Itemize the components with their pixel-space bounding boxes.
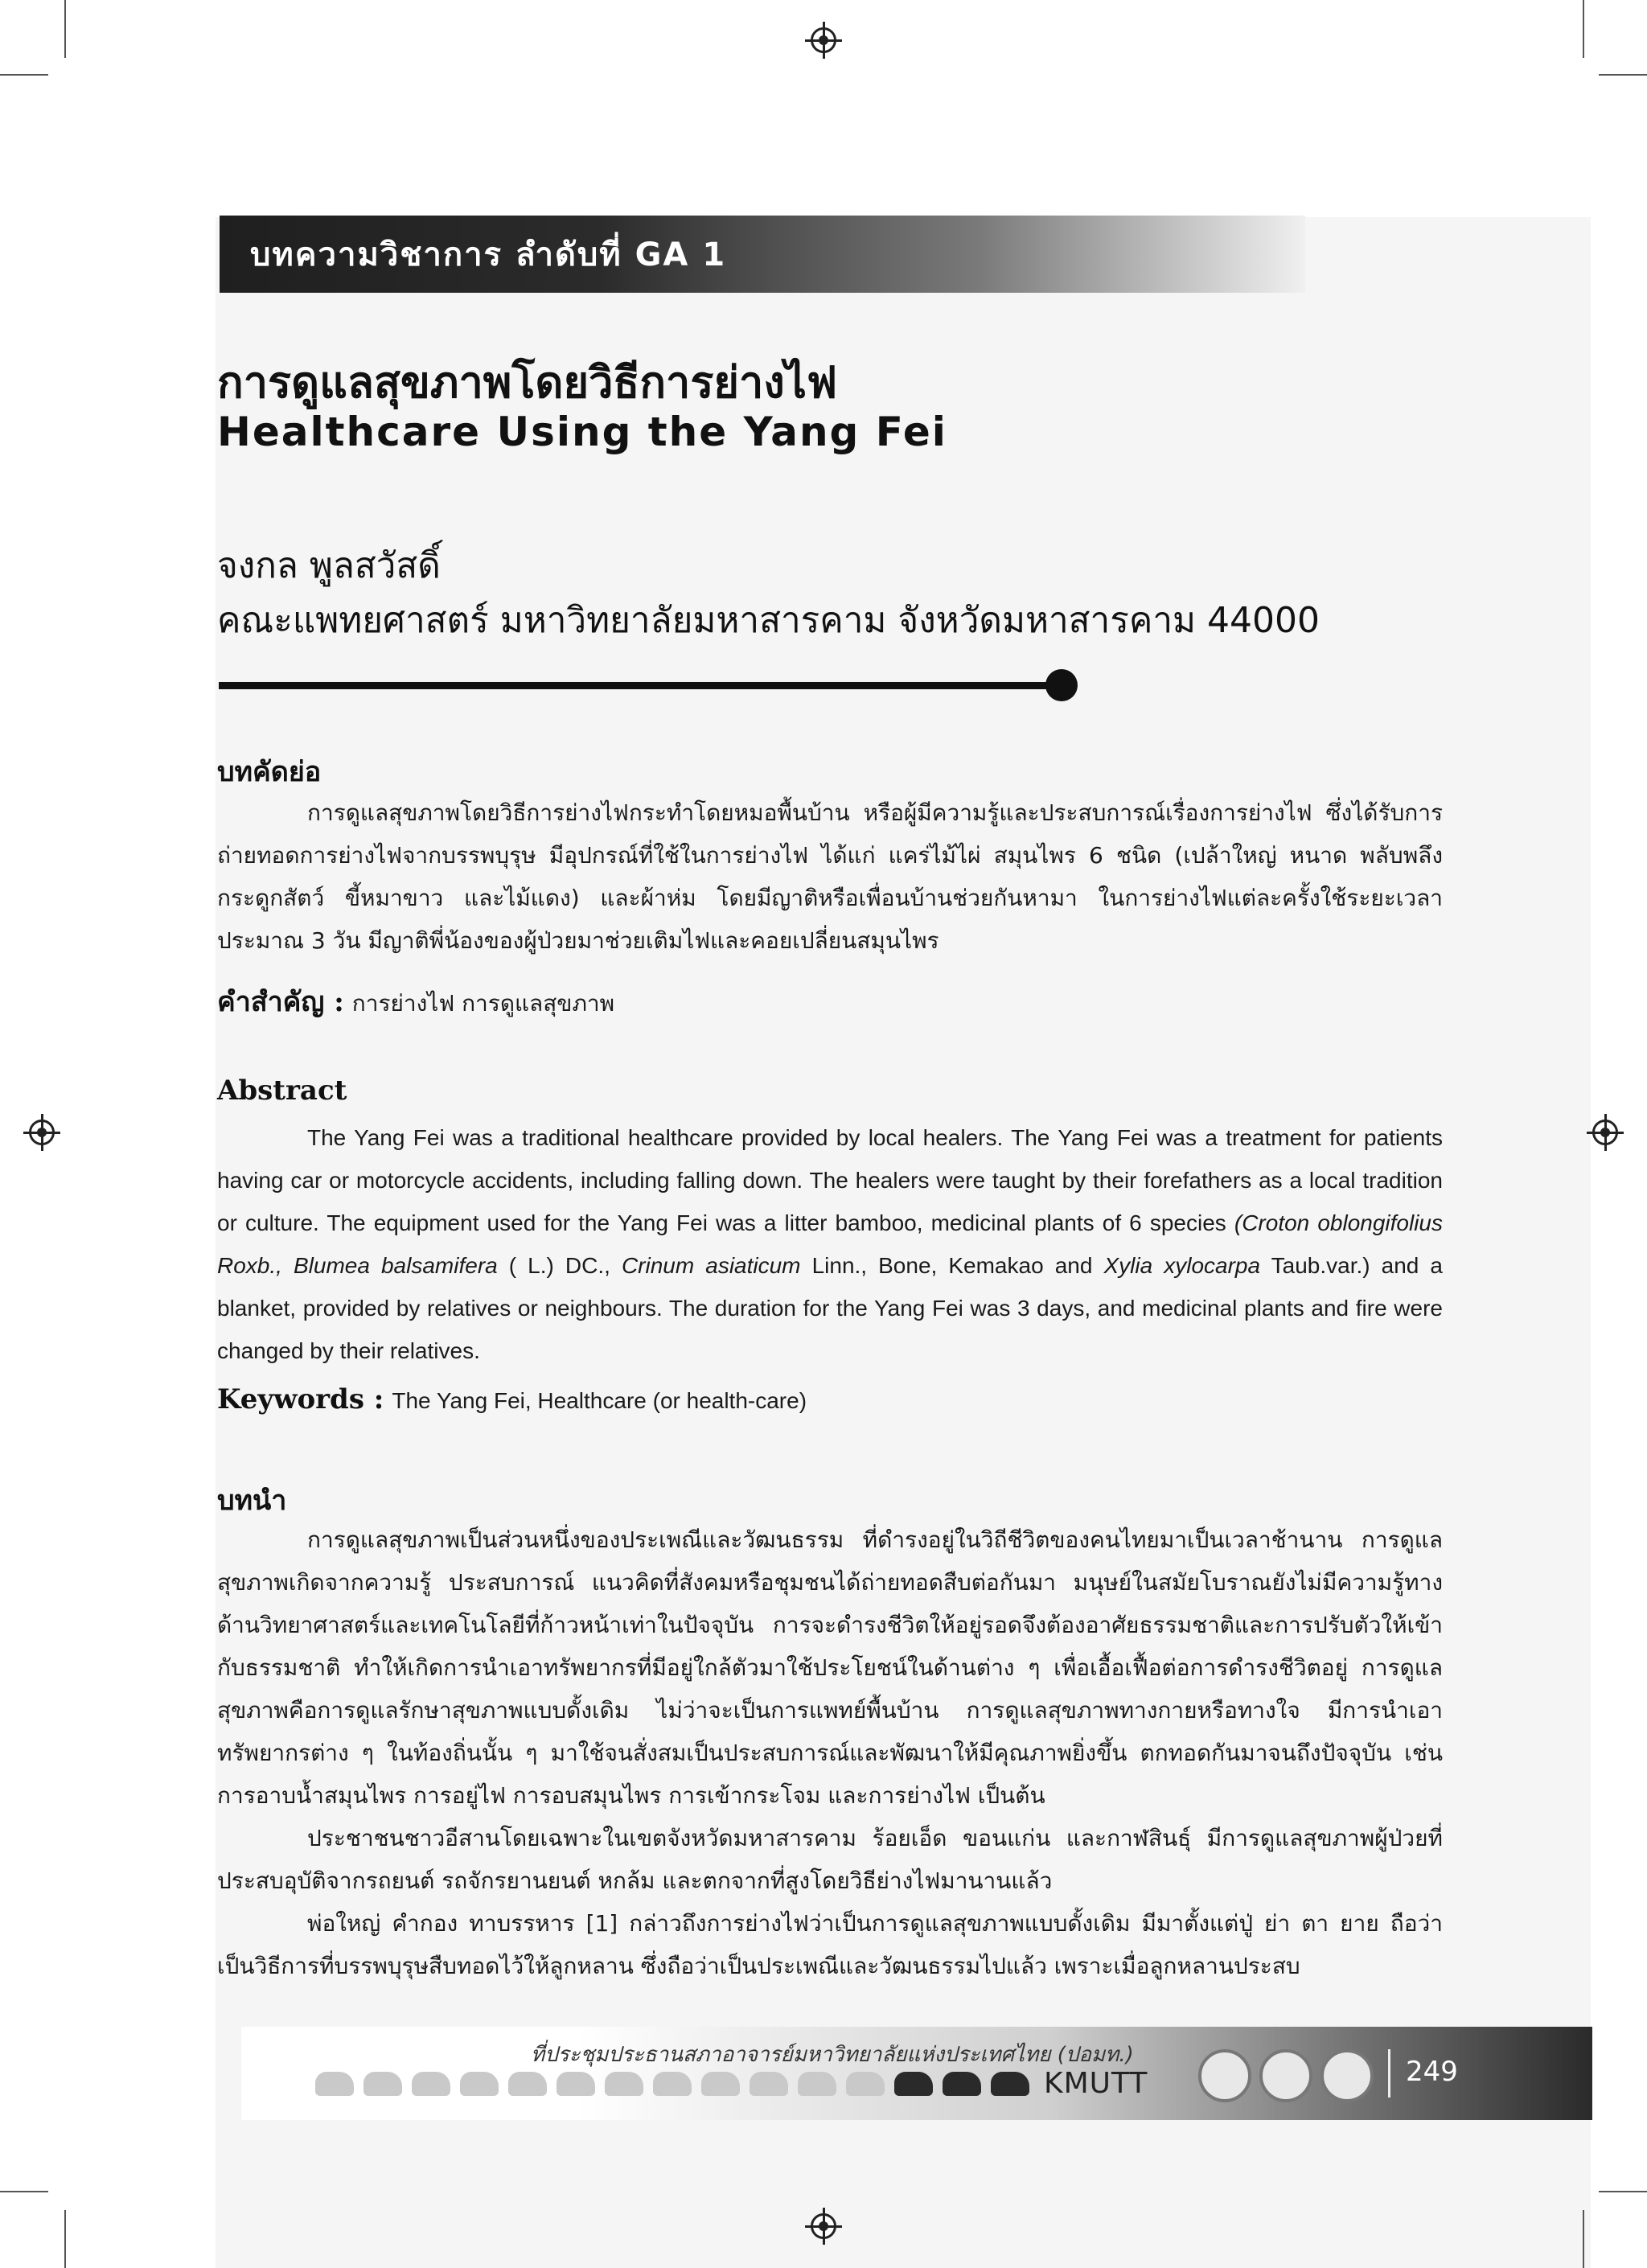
elephant-icon [846,2072,885,2096]
crop-mark [1583,0,1584,58]
english-keywords [217,1383,807,1415]
english-abstract-body [217,1116,1443,1372]
crop-mark [64,0,66,58]
introduction-paragraph-3 [217,1902,1443,1987]
elephant-icon [412,2072,450,2096]
divider-dot [1045,669,1078,701]
elephant-icon [605,2072,643,2096]
english-keywords-values: The Yang Fei, Healthcare (or health-care) [392,1388,807,1413]
elephant-icon [701,2072,740,2096]
species-name-1: (Croton oblongifolius Roxb., Blumea balsamifera [217,1210,1443,1278]
author-affiliation: คณะแพทยศาสตร์ มหาวิทยาลัยมหาสารคาม จังหวัดมหาสารคาม 44000 [217,600,1320,641]
introduction-paragraph-2 [217,1817,1443,1902]
elephant-icon [363,2072,402,2096]
registration-mark-icon [1592,1120,1618,1145]
introduction-paragraph-1 [217,1518,1443,1817]
crop-mark [0,2191,48,2192]
author-name: จงกล พูลสวัสดิ์ [217,545,441,586]
elephant-icon [557,2072,595,2096]
article-category-label: บทความวิชาการ ลำดับที่ GA 1 [250,236,727,273]
title-thai: การดูแลสุขภาพโดยวิธีการย่างไฟ [217,357,838,408]
host-university: KMUTT [1044,2067,1148,2100]
title-english: Healthcare Using the Yang Fei [217,409,947,455]
english-abstract-text-4: Taub.var.) and a blanket, provided by relatives or neighbours. The duration for the Yang Fei was 3 days, and medicinal plants and fire were changed by their relatives. [217,1253,1443,1363]
elephant-icon [943,2072,981,2096]
thai-abstract-heading: บทคัดย่อ [217,756,322,788]
elephant-icon [750,2072,788,2096]
english-abstract-text-2: ( L.) DC., [497,1253,622,1278]
thai-keywords-label: คำสำคัญ : [217,986,344,1018]
thai-abstract-body [217,791,1443,962]
species-name-2: Crinum asiaticum [621,1253,801,1278]
page-number: 249 [1406,2056,1458,2088]
divider-line [219,682,1063,689]
introduction-heading: บทนำ [217,1485,287,1517]
thai-keywords [217,980,614,1023]
crop-mark [0,74,48,76]
university-logo-icon [1198,2049,1251,2102]
crop-mark [1583,2210,1584,2268]
english-abstract-text-3: Linn., Bone, Kemakao and [800,1253,1104,1278]
crop-mark [1599,2191,1647,2192]
elephant-icon [653,2072,692,2096]
seal-logo-icon [1259,2049,1312,2102]
conference-name: ที่ประชุมประธานสภาอาจารย์มหาวิทยาลัยแห่งประเทศไทย (ปอมท.) [531,2043,1134,2067]
emblem-logo-icon [1320,2049,1374,2102]
crop-mark [64,2210,66,2268]
elephant-icon [315,2072,354,2096]
introduction-text-2: ประชาชนชาวอีสานโดยเฉพาะในเขตจังหวัดมหาสารคาม ร้อยเอ็ด ขอนแก่น และกาฬสินธุ์ มีการดูแลสุขภาพผู้ป่วยที่ประสบอุบัติจากรถยนต์ รถจักรยานยนต์ หกล้ม และตกจากที่สูงโดยวิธีย่างไฟมานานแล้ว [217,1825,1443,1894]
elephant-icon [798,2072,836,2096]
registration-mark-icon [811,27,836,53]
introduction-text-3: พ่อใหญ่ คำกอง ทาบรรหาร [1] กล่าวถึงการย่างไฟว่าเป็นการดูแลสุขภาพแบบดั้งเดิม มีมาตั้งแต่ปู่ ย่า ตา ยาย ถือว่าเป็นวิธีการที่บรรพบุรุษสืบทอดไว้ให้ลูกหลาน ซึ่งถือว่าเป็นประเพณีและวัฒนธรรมไปแล้ว เพราะเมื่อลูกหลานประสบ [217,1910,1443,1979]
elephant-icon [460,2072,499,2096]
english-abstract-heading: Abstract [217,1074,347,1107]
registration-mark-icon [811,2213,836,2239]
english-abstract-text-1: The Yang Fei was a traditional healthcare provided by local healers. The Yang Fei was a treatment for patients having car or motorcycle accidents, including falling down. The healers were taught by their forefathers as a local tradition or culture. The equipment used for the Yang Fei was a litter bamboo, medicinal plants of 6 species [217,1125,1443,1235]
elephant-icon [894,2072,933,2096]
thai-keywords-values: การย่างไฟ การดูแลสุขภาพ [351,990,615,1017]
registration-mark-icon [29,1120,55,1145]
species-name-3: Xylia xylocarpa [1103,1253,1261,1278]
elephant-icon [991,2072,1029,2096]
article-category-banner [220,216,1305,293]
page-number-separator [1388,2049,1390,2097]
elephant-icon [508,2072,547,2096]
elephant-pattern [315,2072,1029,2096]
crop-mark [1599,74,1647,76]
english-keywords-label: Keywords : [217,1383,384,1415]
introduction-text-1: การดูแลสุขภาพเป็นส่วนหนึ่งของประเพณีและวัฒนธรรม ที่ดำรงอยู่ในวิถีชีวิตของคนไทยมาเป็นเวลาช้านาน การดูแลสุขภาพเกิดจากความรู้ ประสบการณ์ แนวคิดที่สังคมหรือชุมชนได้ถ่ายทอดสืบต่อกันมา มนุษย์ในสมัยโบราณยังไม่มีความรู้ทางด้านวิทยาศาสตร์และเทคโนโลยีที่ก้าวหน้าเท่าในปัจจุบัน การจะดำรงชีวิตให้อยู่รอดจึงต้องอาศัยธรรมชาติและการปรับตัวให้เข้ากับธรรมชาติ ทำให้เกิดการนำเอาทรัพยากรที่มีอยู่ใกล้ตัวมาใช้ประโยชน์ในด้านต่าง ๆ เพื่อเอื้อเฟื้อต่อการดำรงชีวิตอยู่ การดูแลสุขภาพคือการดูแลรักษาสุขภาพแบบดั้งเดิม ไม่ว่าจะเป็นการแพทย์พื้นบ้าน การดูแลสุขภาพทางกายหรือทางใจ มีการนำเอาทรัพยากรต่าง ๆ ในท้องถิ่นนั้น ๆ มาใช้จนสั่งสมเป็นประสบการณ์และพัฒนาให้มีคุณภาพยิ่งขึ้น ตกทอดกันมาจนถึงปัจจุบัน เช่น การอาบน้ำสมุนไพร การอยู่ไฟ การอบสมุนไพร การเข้ากระโจม และการย่างไฟ เป็นต้น [217,1526,1443,1809]
thai-abstract-text: การดูแลสุขภาพโดยวิธีการย่างไฟกระทำโดยหมอพื้นบ้าน หรือผู้มีความรู้และประสบการณ์เรื่องการย่างไฟ ซึ่งได้รับการถ่ายทอดการย่างไฟจากบรรพบุรุษ มีอุปกรณ์ที่ใช้ในการย่างไฟ ได้แก่ แคร่ไม้ไผ่ สมุนไพร 6 ชนิด (เปล้าใหญ่ หนาด พลับพลึง กระดูกสัตว์ ขี้หมาขาว และไม้แดง) และผ้าห่ม โดยมีญาติหรือเพื่อนบ้านช่วยกันหามา ในการย่างไฟแต่ละครั้งใช้ระยะเวลาประมาณ 3 วัน มีญาติพี่น้องของผู้ป่วยมาช่วยเติมไฟและคอยเปลี่ยนสมุนไพร [217,799,1443,954]
